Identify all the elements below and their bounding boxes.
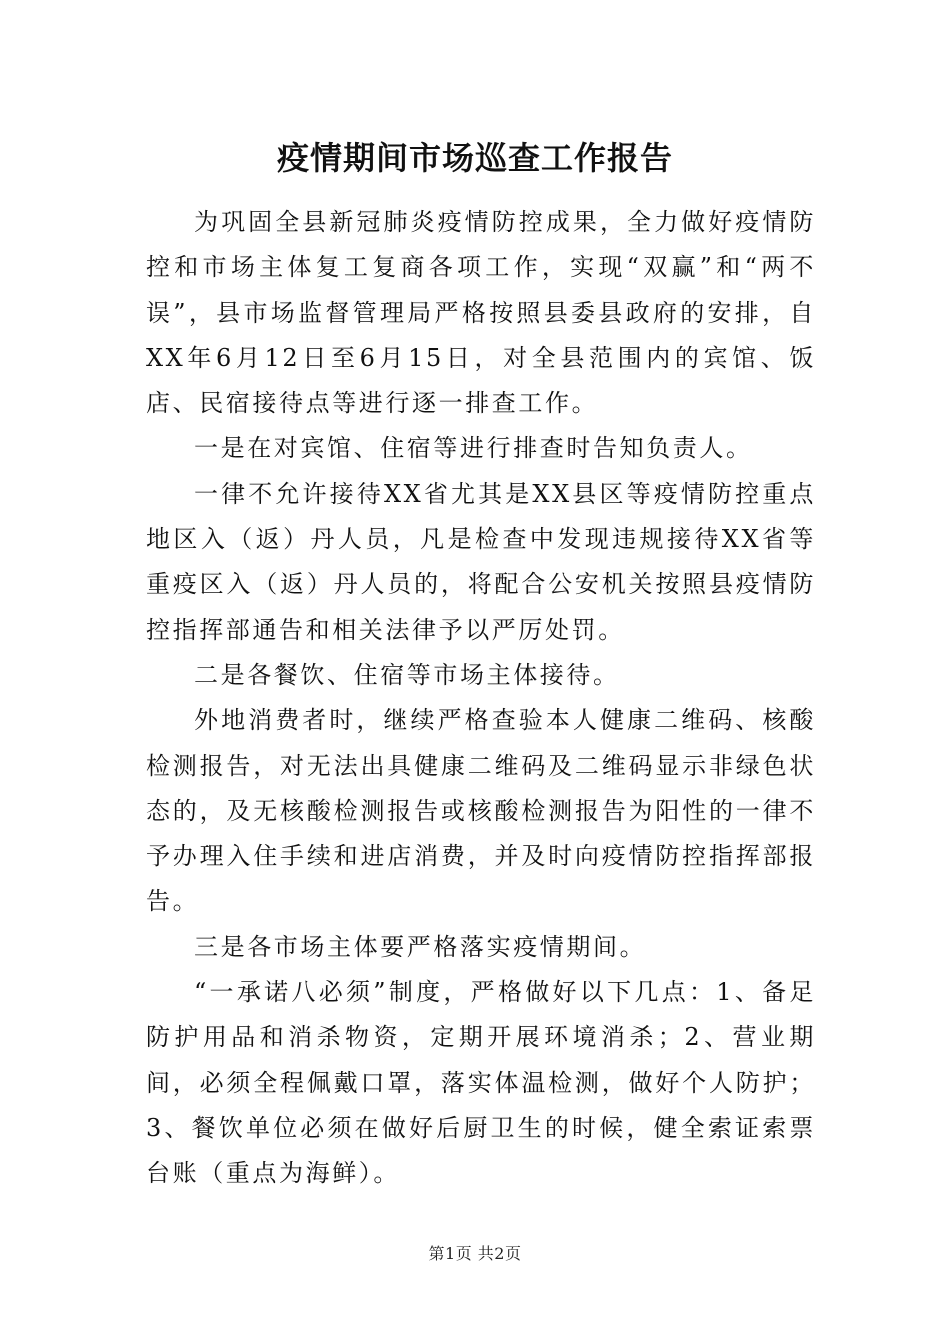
paragraph-intro: 为巩固全县新冠肺炎疫情防控成果，全力做好疫情防控和市场主体复工复商各项工作，实现“双赢”和“两不误”，县市场监督管理局严格按照县委县政府的安排，自XX年6月12日至6月15日，对全县范围内的宾馆、饭店、民宿接待点等进行逐一排查工作。 bbox=[146, 208, 816, 418]
paragraph-point-three-heading: 三是各市场主体要严格落实疫情期间。 bbox=[194, 932, 647, 961]
document-title: 疫情期间市场巡查工作报告 bbox=[276, 139, 673, 177]
paragraph-point-two-detail: 外地消费者时，继续严格查验本人健康二维码、核酸检测报告，对无法出具健康二维码及二维码显示非绿色状态的，及无核酸检测报告或核酸检测报告为阳性的一律不予办理入住手续和进店消费，并及时向疫情防控指挥部报告。 bbox=[146, 706, 816, 916]
document-body bbox=[146, 200, 816, 1197]
paragraph-point-two-heading: 二是各餐饮、住宿等市场主体接待。 bbox=[194, 660, 620, 689]
paragraph-point-three-detail: “一承诺八必须”制度，严格做好以下几点：1、备足防护用品和消杀物资，定期开展环境消杀；2、营业期间，必须全程佩戴口罩，落实体温检测，做好个人防护；3、餐饮单位必须在做好后厨卫生的时候，健全索证索票台账（重点为海鲜）。 bbox=[146, 978, 816, 1188]
page-number-footer: 第1页 共2页 bbox=[428, 1244, 522, 1263]
paragraph-point-one-heading: 一是在对宾馆、住宿等进行排查时告知负责人。 bbox=[194, 434, 753, 463]
paragraph-point-one-detail: 一律不允许接待XX省尤其是XX县区等疫情防控重点地区入（返）丹人员，凡是检查中发现违规接待XX省等重疫区入（返）丹人员的，将配合公安机关按照县疫情防控指挥部通告和相关法律予以严厉处罚。 bbox=[146, 479, 816, 644]
